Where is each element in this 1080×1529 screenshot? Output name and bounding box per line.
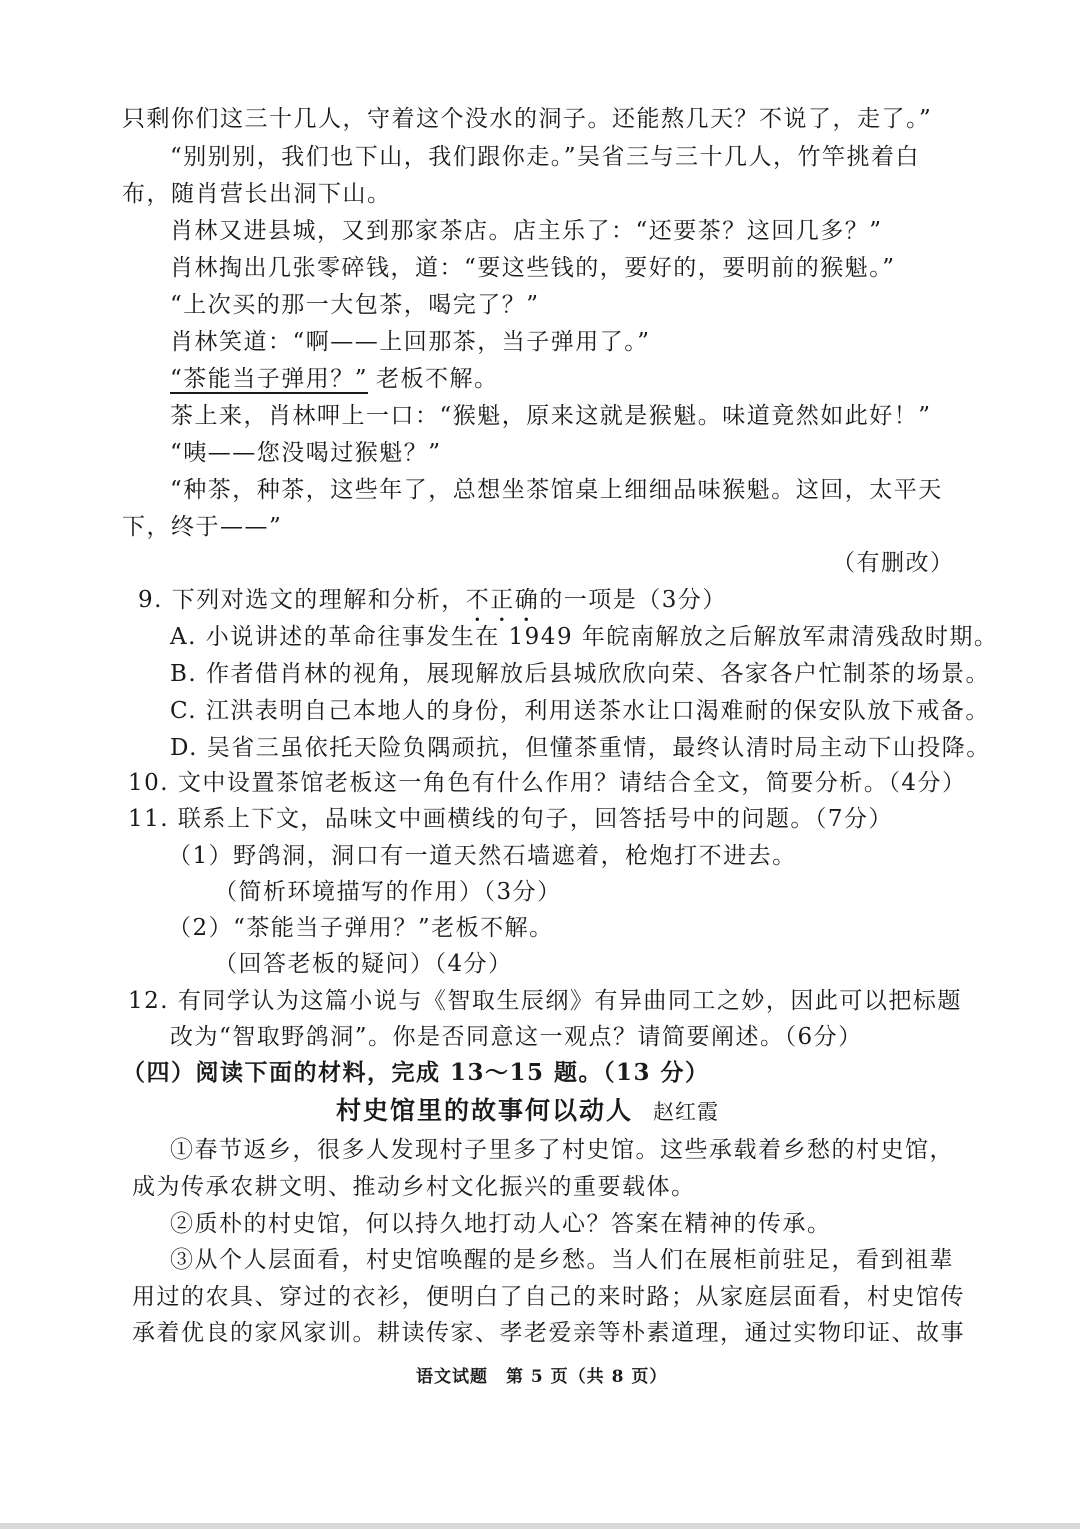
story-line-11: “种茶，种茶，这些年了，总想坐茶馆桌上细细品味猴魁。这回，太平天 — [170, 477, 943, 503]
q9-stem-a: 9. 下列对选文的理解和分析， — [138, 587, 466, 613]
article-paragraph-3b: 用过的农具、穿过的衣衫，便明白了自己的来时路；从家庭层面看，村史馆传 — [132, 1284, 965, 1310]
article-paragraph-3c: 承着优良的家风家训。耕读传家、孝老爱亲等朴素道理，通过实物印证、故事 — [132, 1320, 965, 1346]
question-10: 10. 文中设置茶馆老板这一角色有什么作用？请结合全文，简要分析。（4分） — [128, 770, 967, 796]
scan-bottom-edge — [0, 1523, 1080, 1529]
question-12-line-1: 12. 有同学认为这篇小说与《智取生辰纲》有异曲同工之妙，因此可以把标题 — [128, 988, 962, 1014]
article-paragraph-2: ②质朴的村史馆，何以持久地打动人心？答案在精神的传承。 — [170, 1211, 832, 1237]
article-author: 赵红霞 — [653, 1100, 720, 1124]
q9-option-a: A. 小说讲述的革命往事发生在 1949 年皖南解放之后解放军肃清残敌时期。 — [170, 624, 999, 650]
article-paragraph-1a: ①春节返乡，很多人发现村子里多了村史馆。这些承载着乡愁的村史馆， — [170, 1137, 954, 1163]
q9-option-c: C. 江洪表明自己本地人的身份，利用送茶水让口渴难耐的保安队放下戒备。 — [170, 698, 990, 724]
story-line-5: 肖林掏出几张零碎钱，道：“要这些钱的，要好的，要明前的猴魁。” — [170, 255, 896, 281]
story-line-1: 只剩你们这三十几人，守着这个没水的洞子。还能熬几天？不说了，走了。” — [122, 106, 933, 132]
story-line-9: 茶上来，肖林呷上一口：“猴魁，原来这就是猴魁。味道竟然如此好！” — [170, 403, 932, 429]
question-11-stem: 11. 联系上下文，品味文中画横线的句子，回答括号中的问题。（7分） — [128, 806, 894, 832]
story-line-7: 肖林笑道：“啊——上回那茶，当子弹用了。” — [170, 329, 651, 355]
article-paragraph-1b: 成为传承农耕文明、推动乡村文化振兴的重要载体。 — [132, 1174, 696, 1200]
q11-sub-1: （1）野鸽洞，洞口有一道天然石墙遮着，枪炮打不进去。 — [168, 843, 797, 869]
q11-sub-2: （2）“茶能当子弹用？”老板不解。 — [168, 915, 554, 941]
article-title: 村史馆里的故事何以动人 — [336, 1096, 634, 1125]
q9-stem-b: 的一项是（3分） — [539, 587, 727, 613]
question-9-stem — [138, 585, 727, 627]
story-line-2: “别别别，我们也下山，我们跟你走。”吴省三与三十几人，竹竿挑着白 — [170, 144, 921, 170]
story-line-4: 肖林又进县城，又到那家茶店。店主乐了：“还要茶？这回几多？” — [170, 218, 883, 244]
q11-sub-1-hint: （简析环境描写的作用）（3分） — [214, 879, 562, 905]
story-line-10: “咦——您没喝过猴魁？” — [170, 440, 442, 466]
question-12-line-2: 改为“智取野鸽洞”。你是否同意这一观点？请简要阐述。（6分） — [170, 1024, 863, 1050]
story-line-12: 下，终于——” — [122, 514, 283, 540]
q9-option-d: D. 吴省三虽依托天险负隅顽抗，但懂茶重情，最终认清时局主动下山投降。 — [170, 735, 991, 761]
abridged-note: （有删改） — [832, 550, 955, 576]
section-4-heading: （四）阅读下面的材料，完成 13～15 题。（13 分） — [122, 1059, 710, 1086]
story-line-6: “上次买的那一大包茶，喝完了？” — [170, 292, 540, 318]
q9-option-b: B. 作者借肖林的视角，展现解放后县城欣欣向荣、各家各户忙制茶的场景。 — [170, 661, 991, 687]
q9-emphasis: 不正确 — [465, 587, 540, 613]
story-line-8-tail: 老板不解。 — [376, 366, 499, 392]
q11-sub-2-hint: （回答老板的疑问）（4分） — [214, 951, 513, 977]
article-title-row — [336, 1096, 719, 1127]
story-line-3: 布，随肖营长出洞下山。 — [122, 181, 392, 207]
story-line-8 — [170, 364, 499, 394]
page-footer: 语文试题 第 5 页（共 8 页） — [416, 1367, 668, 1387]
underlined-sentence: “茶能当子弹用？” — [170, 366, 369, 392]
article-paragraph-3a: ③从个人层面看，村史馆唤醒的是乡愁。当人们在展柜前驻足，看到祖辈 — [170, 1247, 954, 1273]
